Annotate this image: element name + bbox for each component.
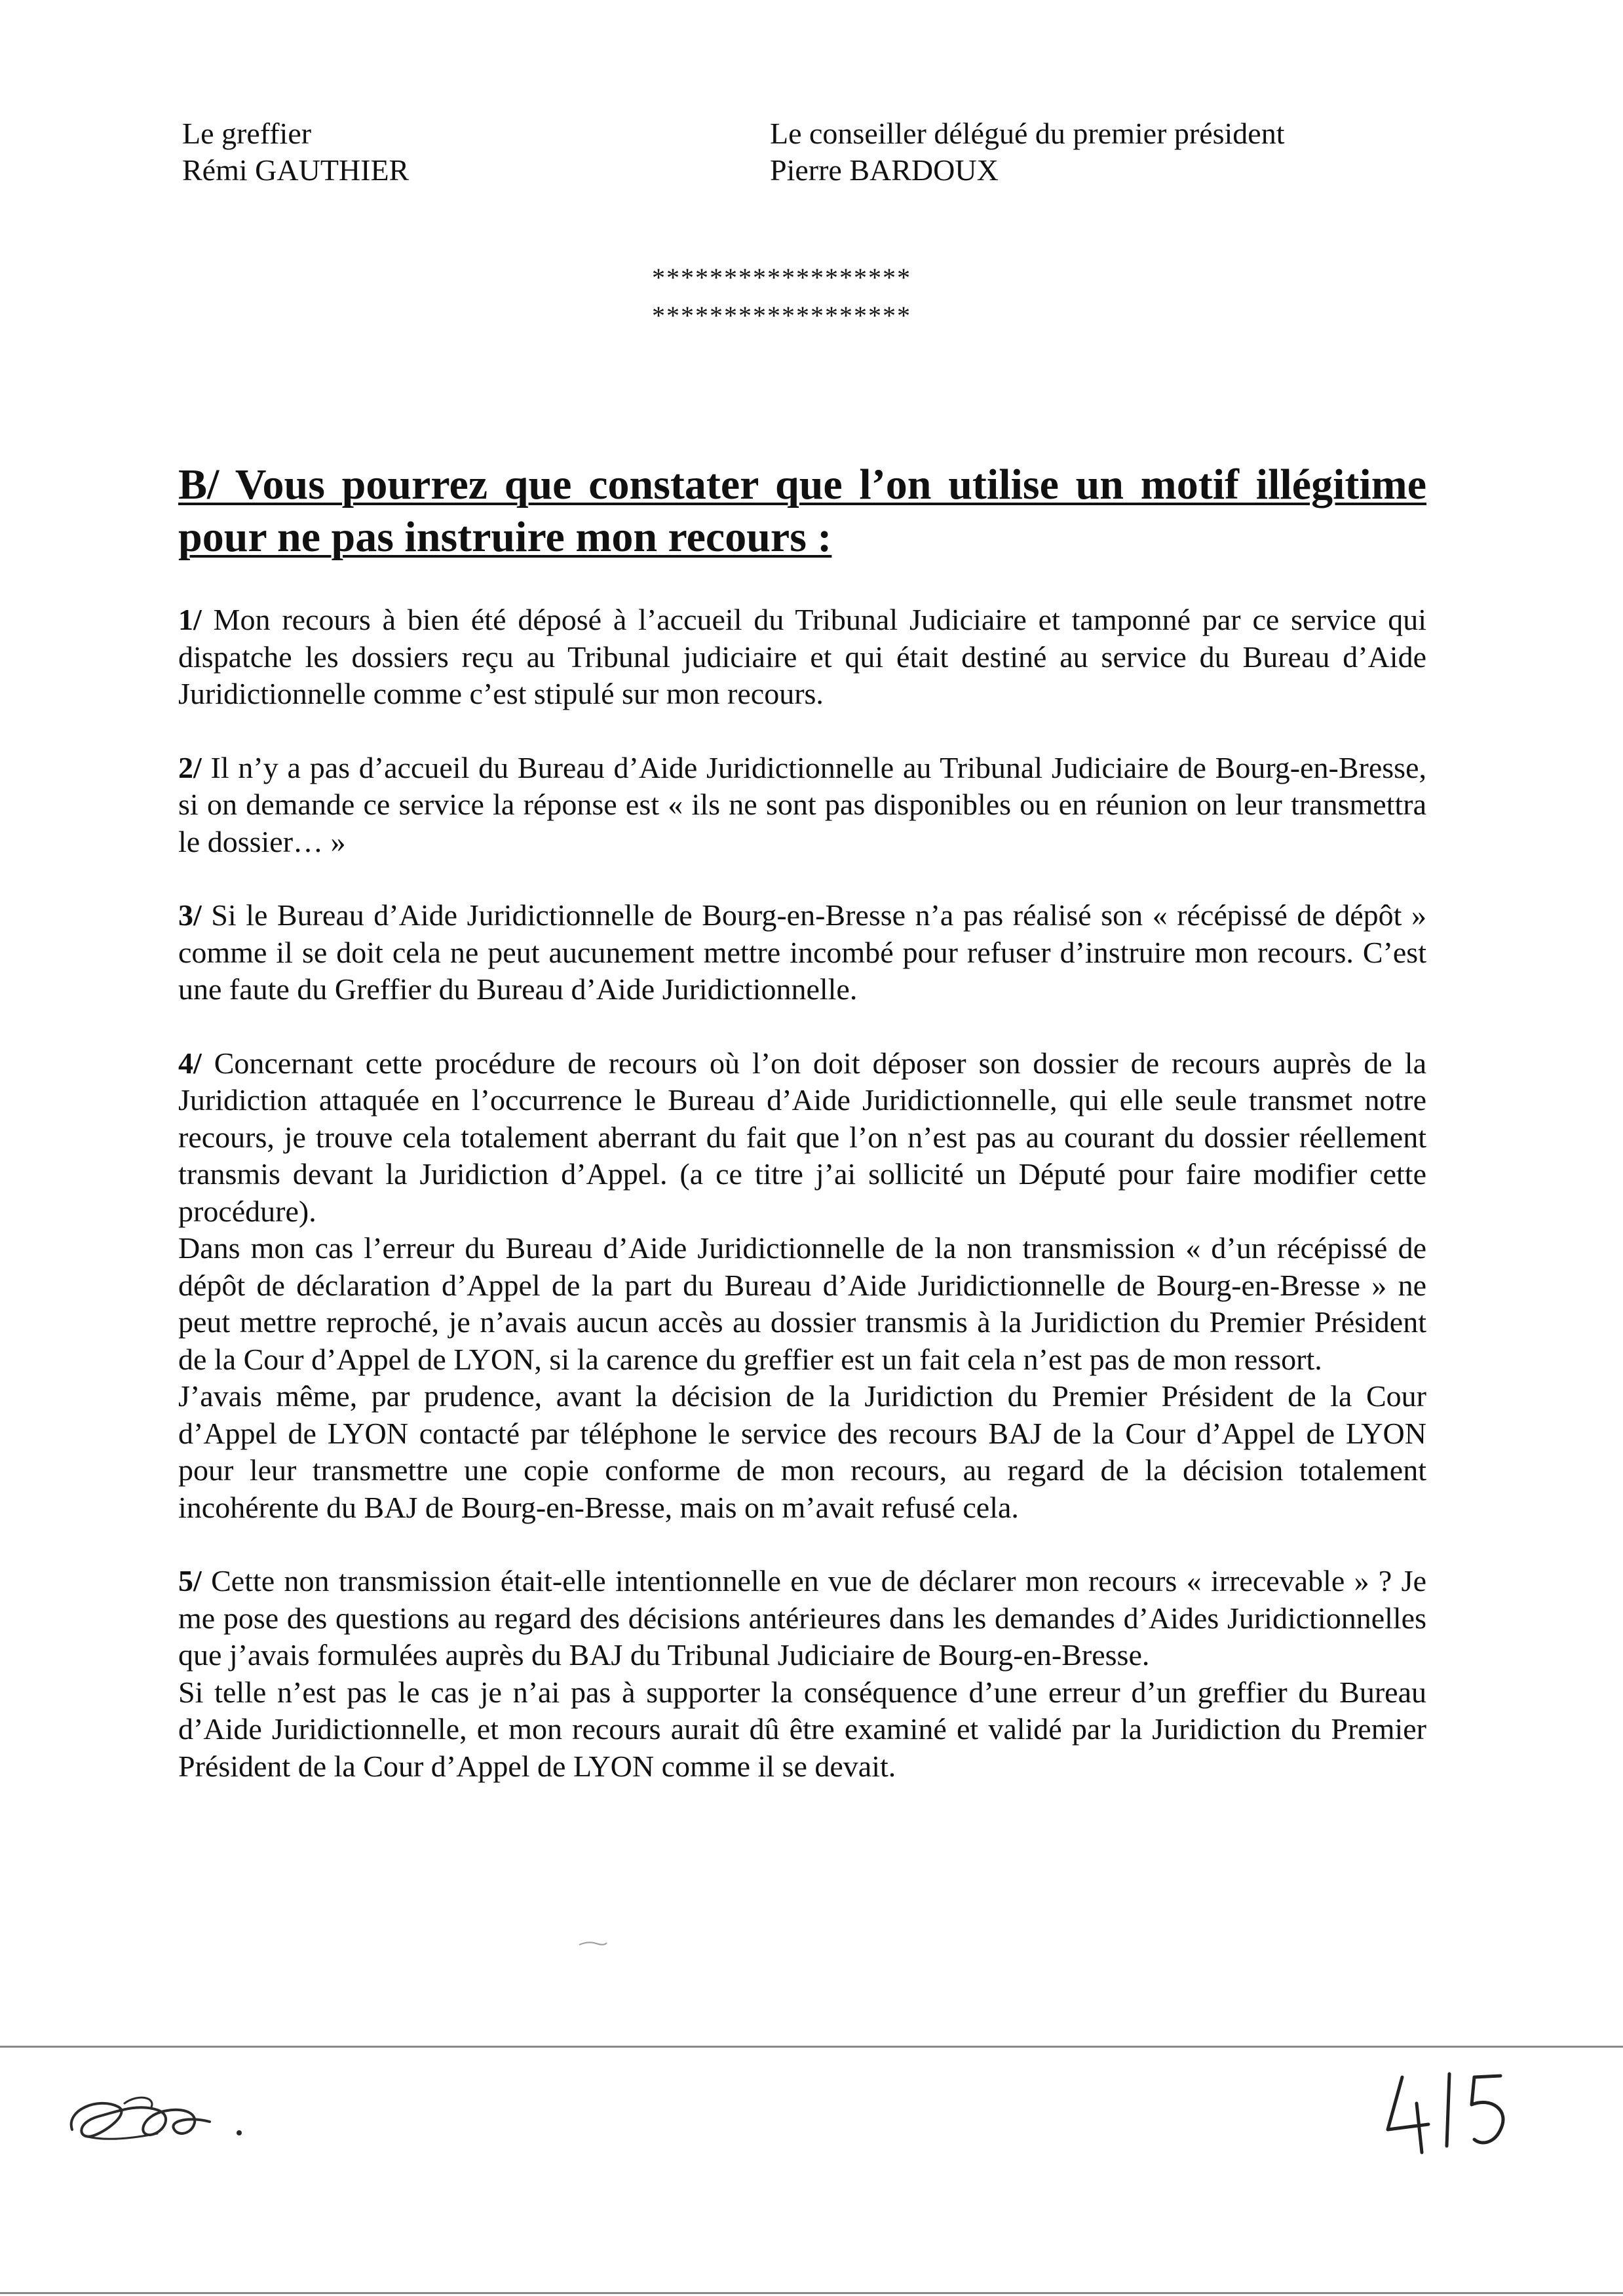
footer-divider xyxy=(0,2046,1623,2048)
greffier-name: Rémi GAUTHIER xyxy=(182,153,410,187)
paragraph-number: 4/ xyxy=(178,1046,202,1080)
paragraph-number: 2/ xyxy=(178,750,202,784)
greffier-signature-block xyxy=(182,115,409,189)
paragraph-number: 1/ xyxy=(178,603,202,636)
paragraph-5 xyxy=(178,1563,1426,1674)
paragraph-3 xyxy=(178,897,1426,1008)
ink-smudge xyxy=(577,1940,609,1947)
conseiller-role: Le conseiller délégué du premier président xyxy=(770,117,1285,150)
paragraph-4-continuation-2: J’avais même, par prudence, avant la décision de la Juridiction du Premier Président de la Cour d’Appel de LYON contacté par téléphone le service des recours BAJ de la Cour d’Appel de LYON pour leur transmettre une copie conforme de mon recours, au regard de la décision totalement incohérente du BAJ de Bourg-en-Bresse, mais on m’avait refusé cela. xyxy=(178,1379,1426,1524)
paragraph-text: Il n’y a pas d’accueil du Bureau d’Aide Juridictionnelle au Tribunal Judiciaire de Bourg-en-Bresse, si on demande ce service la réponse est « ils ne sont pas disponibles ou en réunion on leur transmettra le dossier… » xyxy=(178,750,1426,858)
paragraph-text: Cette non transmission était-elle intentionnelle en vue de déclarer mon recours « irrecevable » ? Je me pose des questions au regard des décisions antérieures dans les demandes d’Aides Juridictionnelles que j’avais formulées auprès du BAJ du Tribunal Judiciaire de Bourg-en-Bresse. xyxy=(178,1564,1426,1672)
paragraph-text: Concernant cette procédure de recours où l’on doit déposer son dossier de recours auprès de la Juridiction attaquée en l’occurrence le Bureau d’Aide Juridictionnelle, qui elle seule transmet notre recours, je trouve cela totalement aberrant du fait que l’on n’est pas au courant du dossier réellement transmis devant la Juridiction d’Appel. (a ce titre j’ai sollicité un Député pour faire modifier cette procédure). xyxy=(178,1046,1426,1228)
body-text xyxy=(178,602,1426,1785)
conseiller-signature-block xyxy=(770,115,1285,189)
handwritten-page-number xyxy=(1376,2064,1520,2156)
bottom-edge-line xyxy=(0,2292,1623,2294)
separator-stars-1: ****************** xyxy=(652,263,911,292)
paragraph-number: 3/ xyxy=(178,898,202,932)
paragraph-4 xyxy=(178,1045,1426,1231)
greffier-role: Le greffier xyxy=(182,117,312,150)
paragraph-2 xyxy=(178,750,1426,861)
section-heading: B/ Vous pourrez que constater que l’on utilise un motif illégitime pour ne pas instruire mon recours : xyxy=(178,461,1426,561)
handwritten-signature xyxy=(59,2071,256,2156)
paragraph-text: Mon recours à bien été déposé à l’accueil du Tribunal Judiciaire et tamponné par ce service qui dispatche les dossiers reçu au Tribunal judiciaire et qui était destiné au service du Bureau d’Aide Juridictionnelle comme c’est stipulé sur mon recours. xyxy=(178,603,1426,710)
paragraph-4-continuation-1: Dans mon cas l’erreur du Bureau d’Aide Juridictionnelle de la non transmission « d’un récépissé de dépôt de déclaration d’Appel de la part du Bureau d’Aide Juridictionnelle de Bourg-en-Bresse » ne peut mettre reproché, je n’avais aucun accès au dossier transmis à la Juridiction du Premier Président de la Cour d’Appel de LYON, si la carence du greffier est un fait cela n’est pas de mon ressort. xyxy=(178,1231,1426,1376)
separator-stars-2: ****************** xyxy=(652,301,911,330)
conseiller-name: Pierre BARDOUX xyxy=(770,153,999,187)
paragraph-5-continuation-1: Si telle n’est pas le cas je n’ai pas à supporter la conséquence d’une erreur d’un greffier du Bureau d’Aide Juridictionnelle, et mon recours aurait dû être examiné et validé par la Juridiction du Premier Président de la Cour d’Appel de LYON comme il se devait. xyxy=(178,1675,1426,1783)
paragraph-1 xyxy=(178,602,1426,713)
paragraph-number: 5/ xyxy=(178,1564,202,1598)
paragraph-text: Si le Bureau d’Aide Juridictionnelle de Bourg-en-Bresse n’a pas réalisé son « récépissé de dépôt » comme il se doit cela ne peut aucunement mettre incombé pour refuser d’instruire mon recours. C’est une faute du Greffier du Bureau d’Aide Juridictionnelle. xyxy=(178,898,1426,1006)
